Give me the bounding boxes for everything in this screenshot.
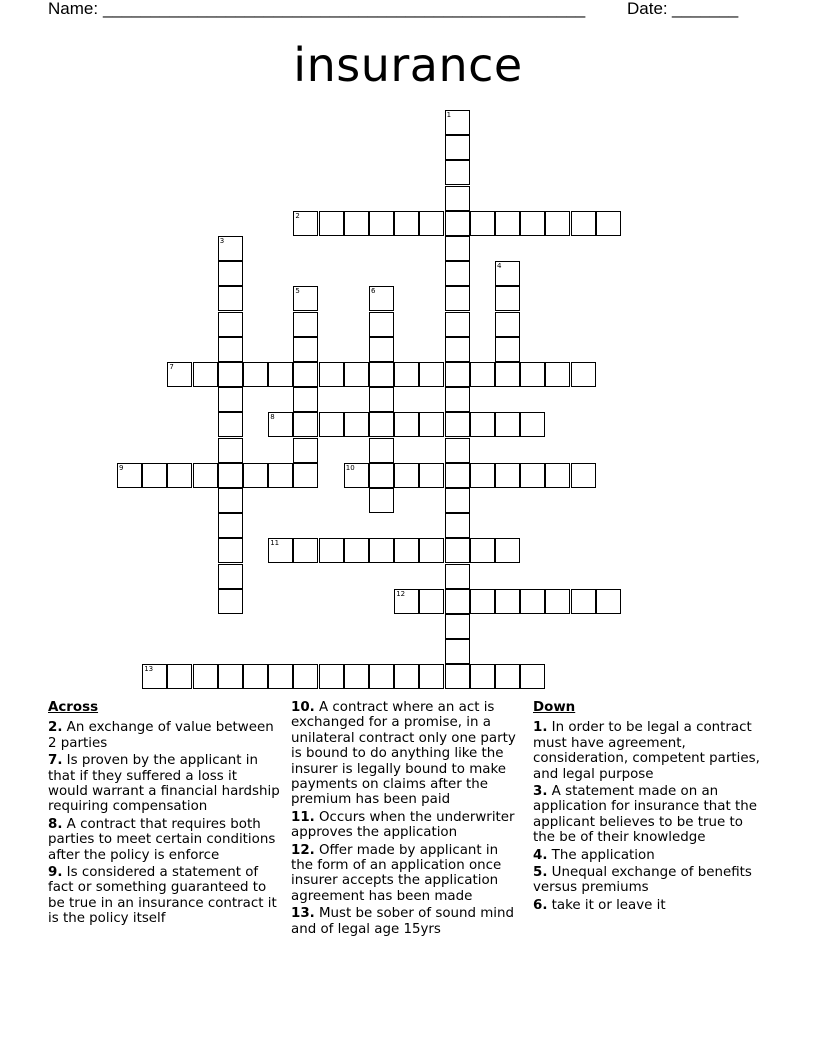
clue-down-5: 5. Unequal exchange of benefits versus premiums bbox=[533, 865, 752, 896]
grid-cell[interactable] bbox=[495, 211, 520, 236]
grid-cell[interactable] bbox=[218, 412, 243, 437]
grid-cell[interactable] bbox=[218, 538, 243, 563]
grid-cell[interactable] bbox=[571, 211, 596, 236]
grid-cell[interactable] bbox=[495, 538, 520, 563]
grid-cell[interactable] bbox=[445, 110, 470, 135]
grid-cell[interactable] bbox=[344, 412, 369, 437]
grid-cell[interactable] bbox=[495, 362, 520, 387]
grid-cell[interactable] bbox=[369, 463, 394, 488]
grid-cell[interactable] bbox=[268, 538, 293, 563]
grid-cell[interactable] bbox=[344, 538, 369, 563]
grid-cell[interactable] bbox=[495, 286, 520, 311]
grid-cell[interactable] bbox=[319, 211, 344, 236]
grid-cell[interactable] bbox=[218, 261, 243, 286]
grid-cell[interactable] bbox=[419, 362, 444, 387]
grid-cell[interactable] bbox=[470, 589, 495, 614]
grid-cell[interactable] bbox=[218, 564, 243, 589]
clue-number-label: 2 bbox=[295, 211, 300, 220]
grid-cell[interactable] bbox=[319, 538, 344, 563]
grid-cell[interactable] bbox=[545, 589, 570, 614]
grid-cell[interactable] bbox=[445, 538, 470, 563]
grid-cell[interactable] bbox=[495, 337, 520, 362]
grid-cell[interactable] bbox=[344, 664, 369, 689]
grid-cell[interactable] bbox=[319, 362, 344, 387]
grid-cell[interactable] bbox=[495, 412, 520, 437]
clue-number-label: 5 bbox=[295, 287, 300, 296]
clue-number-label: 10 bbox=[345, 463, 355, 472]
clue-across-2: 2. An exchange of value between 2 parties bbox=[48, 720, 274, 751]
date-field[interactable]: _______ bbox=[672, 0, 739, 18]
grid-cell[interactable] bbox=[369, 438, 394, 463]
grid-cell[interactable] bbox=[167, 463, 192, 488]
grid-cell[interactable] bbox=[394, 211, 419, 236]
grid-cell[interactable] bbox=[470, 664, 495, 689]
clue-number-label: 7 bbox=[169, 363, 174, 371]
grid-cell[interactable] bbox=[243, 463, 268, 488]
across-column-1 bbox=[48, 700, 280, 929]
grid-cell[interactable] bbox=[419, 211, 444, 236]
grid-cell[interactable] bbox=[545, 463, 570, 488]
clue-across-9: 9. Is considered a statement of fact or something guaranteed to be true in an insurance contract it is the policy itself bbox=[48, 865, 277, 927]
grid-cell[interactable] bbox=[167, 664, 192, 689]
grid-cell[interactable] bbox=[495, 589, 520, 614]
grid-cell[interactable] bbox=[293, 337, 318, 362]
clue-across-12: 12. Offer made by applicant in the form of an application once insurer accepts the application agreement has been made bbox=[291, 842, 502, 904]
grid-cell[interactable] bbox=[520, 463, 545, 488]
grid-cell[interactable] bbox=[445, 463, 470, 488]
grid-cell[interactable] bbox=[520, 412, 545, 437]
across-column-2 bbox=[291, 700, 523, 939]
grid-cell[interactable] bbox=[268, 412, 293, 437]
grid-cell[interactable] bbox=[344, 463, 369, 488]
grid-cell[interactable] bbox=[495, 664, 520, 689]
grid-cell[interactable] bbox=[520, 664, 545, 689]
grid-cell[interactable] bbox=[193, 463, 218, 488]
grid-cell[interactable] bbox=[268, 463, 293, 488]
grid-cell[interactable] bbox=[445, 438, 470, 463]
grid-cell[interactable] bbox=[218, 463, 243, 488]
grid-cell[interactable] bbox=[394, 362, 419, 387]
clue-across-7: 7. Is proven by the applicant in that if they suffered a loss it would warrant a financial hardship requiring compensation bbox=[48, 753, 280, 815]
grid-cell[interactable] bbox=[193, 664, 218, 689]
grid-cell[interactable] bbox=[319, 412, 344, 437]
clue-number-label: 1 bbox=[446, 111, 452, 119]
grid-cell[interactable] bbox=[445, 412, 470, 437]
clue-down-6: 6. take it or leave it bbox=[533, 897, 666, 913]
grid-cell[interactable] bbox=[596, 211, 621, 236]
grid-cell[interactable] bbox=[369, 387, 394, 412]
grid-cell[interactable] bbox=[495, 261, 520, 286]
grid-cell[interactable] bbox=[394, 412, 419, 437]
grid-cell[interactable] bbox=[445, 664, 470, 689]
grid-cell[interactable] bbox=[445, 312, 470, 337]
clue-number-label: 6 bbox=[371, 287, 376, 296]
grid-cell[interactable] bbox=[319, 664, 344, 689]
grid-cell[interactable] bbox=[218, 337, 243, 362]
grid-cell[interactable] bbox=[571, 589, 596, 614]
down-column bbox=[533, 700, 768, 915]
grid-cell[interactable] bbox=[218, 438, 243, 463]
grid-cell[interactable] bbox=[369, 312, 394, 337]
grid-cell[interactable] bbox=[545, 362, 570, 387]
grid-cell[interactable] bbox=[218, 589, 243, 614]
grid-cell[interactable] bbox=[218, 312, 243, 337]
grid-cell[interactable] bbox=[470, 211, 495, 236]
grid-cell[interactable] bbox=[218, 236, 243, 261]
grid-cell[interactable] bbox=[369, 538, 394, 563]
clue-number-label: 13 bbox=[144, 665, 154, 674]
grid-cell[interactable] bbox=[218, 286, 243, 311]
grid-cell[interactable] bbox=[571, 362, 596, 387]
clue-number-label: 3 bbox=[219, 237, 225, 245]
grid-cell[interactable] bbox=[495, 463, 520, 488]
grid-cell[interactable] bbox=[293, 312, 318, 337]
grid-cell[interactable] bbox=[445, 261, 470, 286]
grid-cell[interactable] bbox=[445, 135, 470, 160]
grid-cell[interactable] bbox=[445, 236, 470, 261]
clue-number-label: 11 bbox=[270, 539, 280, 548]
grid-cell[interactable] bbox=[520, 362, 545, 387]
grid-cell[interactable] bbox=[218, 362, 243, 387]
grid-cell[interactable] bbox=[218, 387, 243, 412]
grid-cell[interactable] bbox=[394, 463, 419, 488]
name-field[interactable]: ___________________________________________________ bbox=[103, 0, 586, 18]
across-heading: Across bbox=[48, 700, 99, 715]
grid-cell[interactable] bbox=[268, 362, 293, 387]
grid-cell[interactable] bbox=[445, 337, 470, 362]
grid-cell[interactable] bbox=[369, 362, 394, 387]
grid-cell[interactable] bbox=[445, 488, 470, 513]
grid-cell[interactable] bbox=[293, 412, 318, 437]
grid-cell[interactable] bbox=[470, 362, 495, 387]
grid-cell[interactable] bbox=[470, 538, 495, 563]
grid-cell[interactable] bbox=[394, 538, 419, 563]
grid-cell[interactable] bbox=[293, 211, 318, 236]
grid-cell[interactable] bbox=[419, 589, 444, 614]
grid-cell[interactable] bbox=[293, 286, 318, 311]
grid-cell[interactable] bbox=[293, 438, 318, 463]
grid-cell[interactable] bbox=[243, 362, 268, 387]
grid-cell[interactable] bbox=[268, 664, 293, 689]
grid-cell[interactable] bbox=[445, 286, 470, 311]
grid-cell[interactable] bbox=[117, 463, 142, 488]
grid-cell[interactable] bbox=[419, 412, 444, 437]
grid-cell[interactable] bbox=[470, 463, 495, 488]
clue-down-3: 3. A statement made on an application for insurance that the applicant believes to be true to the be of their knowledge bbox=[533, 784, 757, 846]
clue-across-10: 10. A contract where an act is exchanged for a promise, in a unilateral contract only one party is bound to do anything like the insurer is legally bound to make payments on claims after the premium has been paid bbox=[291, 700, 516, 808]
clue-number-label: 12 bbox=[396, 589, 406, 598]
grid-cell[interactable] bbox=[445, 211, 470, 236]
grid-cell[interactable] bbox=[293, 538, 318, 563]
grid-cell[interactable] bbox=[495, 312, 520, 337]
grid-cell[interactable] bbox=[445, 387, 470, 412]
grid-cell[interactable] bbox=[344, 362, 369, 387]
grid-cell[interactable] bbox=[193, 362, 218, 387]
grid-cell[interactable] bbox=[445, 186, 470, 211]
grid-cell[interactable] bbox=[571, 463, 596, 488]
grid-cell[interactable] bbox=[369, 286, 394, 311]
clue-across-13: 13. Must be sober of sound mind and of legal age 15yrs bbox=[291, 906, 515, 937]
clue-down-4: 4. The application bbox=[533, 847, 655, 863]
grid-cell[interactable] bbox=[445, 160, 470, 185]
grid-cell[interactable] bbox=[445, 564, 470, 589]
grid-cell[interactable] bbox=[596, 589, 621, 614]
grid-cell[interactable] bbox=[545, 211, 570, 236]
grid-cell[interactable] bbox=[218, 513, 243, 538]
grid-cell[interactable] bbox=[369, 337, 394, 362]
grid-cell[interactable] bbox=[142, 463, 167, 488]
date-label: Date: bbox=[627, 0, 668, 18]
grid-cell[interactable] bbox=[369, 664, 394, 689]
grid-cell[interactable] bbox=[419, 538, 444, 563]
grid-cell[interactable] bbox=[218, 488, 243, 513]
clue-number-label: 9 bbox=[119, 463, 124, 472]
grid-cell[interactable] bbox=[520, 211, 545, 236]
clue-number-label: 8 bbox=[270, 413, 275, 422]
grid-cell[interactable] bbox=[419, 664, 444, 689]
grid-cell[interactable] bbox=[445, 614, 470, 639]
grid-cell[interactable] bbox=[394, 664, 419, 689]
grid-cell[interactable] bbox=[445, 513, 470, 538]
grid-cell[interactable] bbox=[369, 488, 394, 513]
clue-across-8: 8. A contract that requires both parties to meet certain conditions after the policy is enforce bbox=[48, 816, 276, 863]
grid-cell[interactable] bbox=[218, 664, 243, 689]
grid-cell[interactable] bbox=[369, 211, 394, 236]
grid-cell[interactable] bbox=[369, 412, 394, 437]
grid-cell[interactable] bbox=[293, 463, 318, 488]
grid-cell[interactable] bbox=[167, 362, 192, 387]
grid-cell[interactable] bbox=[293, 664, 318, 689]
grid-cell[interactable] bbox=[445, 639, 470, 664]
grid-cell[interactable] bbox=[470, 412, 495, 437]
grid-cell[interactable] bbox=[445, 362, 470, 387]
grid-cell[interactable] bbox=[394, 589, 419, 614]
grid-cell[interactable] bbox=[293, 362, 318, 387]
clue-number-label: 4 bbox=[497, 262, 502, 271]
grid-cell[interactable] bbox=[419, 463, 444, 488]
down-heading: Down bbox=[533, 700, 576, 715]
name-label: Name: bbox=[48, 0, 99, 18]
grid-cell[interactable] bbox=[445, 589, 470, 614]
grid-cell[interactable] bbox=[293, 387, 318, 412]
page-title: insurance bbox=[293, 38, 523, 92]
grid-cell[interactable] bbox=[243, 664, 268, 689]
grid-cell[interactable] bbox=[142, 664, 167, 689]
clue-across-11: 11. Occurs when the underwriter approves the application bbox=[291, 809, 515, 841]
grid-cell[interactable] bbox=[520, 589, 545, 614]
clue-down-1: 1. In order to be legal a contract must have agreement, consideration, competent parties, and legal purpose bbox=[533, 720, 760, 782]
grid-cell[interactable] bbox=[344, 211, 369, 236]
